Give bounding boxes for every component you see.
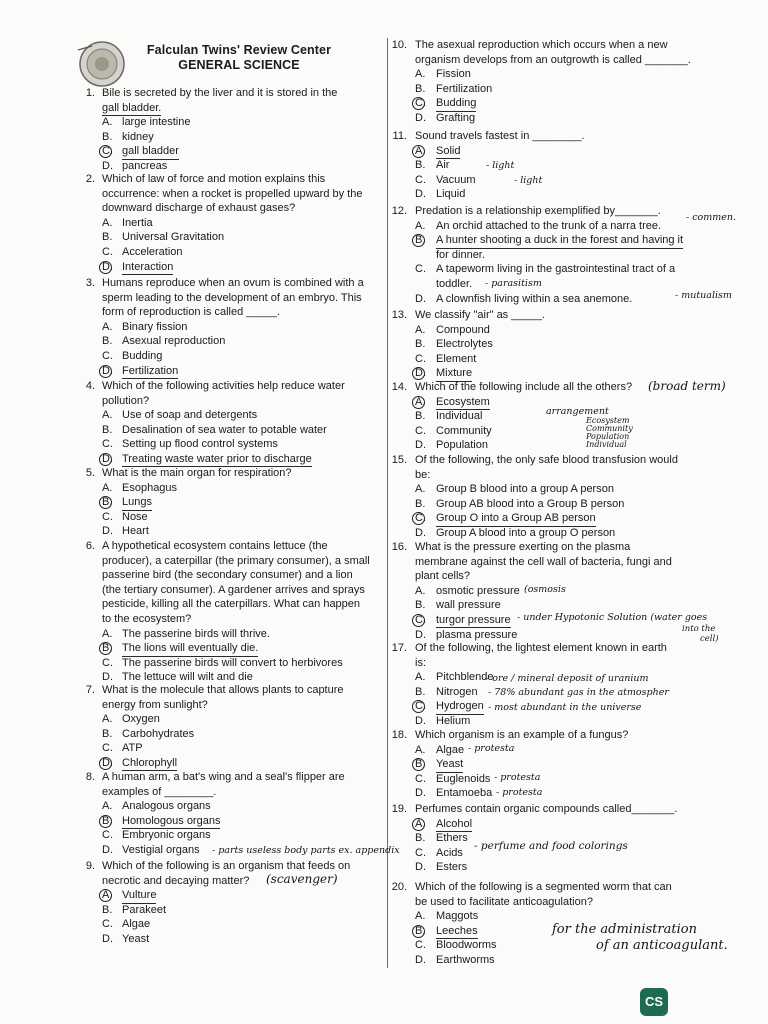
option-letter[interactable]: A. — [415, 910, 426, 923]
option-letter[interactable]: A. — [415, 817, 426, 830]
option-letter[interactable]: B. — [102, 130, 113, 143]
option-letter[interactable]: A. — [415, 395, 426, 408]
handwritten-note: - protesta — [468, 743, 515, 754]
option-letter[interactable]: A. — [415, 144, 426, 157]
option-letter[interactable]: D. — [102, 160, 113, 172]
option-text[interactable]: pancreas — [122, 160, 168, 172]
option-text[interactable]: plasma pressure — [436, 628, 518, 641]
answer-circle-icon — [412, 925, 425, 938]
option-letter[interactable]: B. — [102, 903, 113, 916]
question-text: The asexual reproduction which occurs when a new — [415, 39, 668, 51]
handwritten-note: for the administration — [552, 922, 697, 937]
option-letter[interactable]: B. — [415, 685, 426, 698]
option-text[interactable]: Yeast — [122, 933, 150, 945]
question-number: 1. — [85, 87, 95, 99]
option-text[interactable]: Oxygen — [122, 713, 160, 726]
option-letter[interactable]: A. — [102, 116, 113, 129]
question-text: examples of ________. — [102, 785, 217, 798]
option-letter[interactable]: A. — [102, 481, 113, 494]
option-letter[interactable]: B. — [102, 231, 113, 244]
option-letter[interactable]: B. — [415, 832, 426, 845]
option-text[interactable]: Algae — [122, 918, 151, 931]
option-letter[interactable]: B. — [415, 159, 426, 172]
subject-title: GENERAL SCIENCE — [178, 58, 300, 72]
handwritten-note: (scavenger) — [266, 872, 338, 886]
option-letter[interactable]: A. — [415, 671, 426, 684]
option-letter[interactable]: D. — [102, 933, 113, 945]
handwritten-note: (broad term) — [648, 379, 726, 393]
option-letter[interactable]: A. — [102, 713, 113, 726]
option-letter[interactable]: A. — [415, 68, 426, 81]
option-text[interactable]: Earthworms — [436, 954, 495, 966]
question-text: downward discharge of exhaust gases? — [102, 202, 296, 215]
option-letter[interactable]: D. — [415, 367, 426, 380]
option-text[interactable]: Treating waste water prior to discharge — [122, 452, 312, 467]
answer-circle-icon — [412, 145, 425, 158]
option-letter[interactable]: C. — [415, 263, 426, 276]
handwritten-note: - 78% abundant gas in the atmospher — [488, 687, 669, 698]
question-number: 7. — [85, 684, 95, 696]
question-number: 9. — [85, 860, 95, 872]
option-letter[interactable]: C. — [415, 424, 426, 437]
option-letter[interactable]: D. — [415, 628, 426, 641]
option-text[interactable]: Setting up flood control systems — [122, 438, 278, 451]
question-number: 15. — [391, 454, 407, 466]
answer-circle-icon — [99, 261, 112, 274]
question-text: is: — [415, 656, 426, 669]
option-text[interactable]: Desalination of sea water to potable water — [122, 423, 327, 436]
question-text: sperm leading to the development of an embryo. This — [102, 291, 362, 304]
option-letter[interactable]: A. — [415, 219, 426, 232]
option-text[interactable]: ATP — [122, 742, 143, 755]
handwritten-note: arrangement — [546, 406, 609, 417]
option-text[interactable]: The passerine birds will thrive. — [122, 627, 270, 640]
option-text[interactable]: Individual — [436, 410, 483, 423]
question-text: pesticide, killing all the caterpillars. What can happen — [102, 598, 361, 611]
option-letter[interactable]: B. — [415, 758, 426, 771]
answer-circle-icon — [412, 396, 425, 409]
option-text[interactable]: Embryonic organs — [122, 829, 211, 842]
option-text[interactable]: Analogous organs — [122, 800, 211, 813]
answer-circle-icon — [412, 614, 425, 627]
option-text[interactable]: for dinner. — [436, 248, 485, 261]
option-letter[interactable]: C. — [102, 918, 113, 931]
handwritten-note: Community — [586, 424, 633, 433]
question-number: 16. — [391, 541, 407, 553]
option-text[interactable]: Bloodworms — [436, 939, 497, 952]
question-text: What is the main organ for respiration? — [102, 467, 292, 479]
option-text[interactable]: Algae — [436, 743, 465, 756]
option-letter[interactable]: C. — [102, 246, 113, 258]
option-text[interactable]: Ecosystem — [436, 395, 490, 410]
option-letter[interactable]: D. — [102, 525, 113, 538]
handwritten-note: - parasitism — [485, 278, 542, 289]
question-text: A hypothetical ecosystem contains lettuce (the — [102, 540, 328, 552]
handwritten-note: into the — [682, 624, 716, 634]
option-letter[interactable]: D. — [102, 260, 113, 273]
option-text[interactable]: Ethers — [436, 832, 468, 845]
option-text[interactable]: Nose — [122, 510, 148, 523]
question-text: Which of the following is a segmented worm that can — [415, 881, 672, 893]
option-text[interactable]: Acceleration — [122, 246, 183, 258]
question-number: 17. — [391, 642, 407, 654]
option-text[interactable]: Solid — [436, 144, 460, 159]
option-text[interactable]: Population — [436, 439, 488, 452]
question-number: 20. — [391, 881, 407, 893]
option-letter[interactable]: A. — [415, 483, 426, 496]
option-text[interactable]: wall pressure — [436, 599, 501, 612]
option-text[interactable]: Use of soap and detergents — [122, 409, 258, 422]
option-text[interactable]: A clownfish living within a sea anemone. — [436, 292, 633, 305]
option-letter[interactable]: D. — [102, 364, 113, 377]
option-text[interactable]: Mixture — [436, 366, 472, 381]
option-text[interactable]: Group AB blood into a Group B person — [436, 497, 625, 510]
handwritten-note: of an anticoagulant. — [596, 938, 728, 953]
option-text[interactable]: Group B blood into a group A person — [436, 483, 614, 496]
handwritten-note: - protesta — [494, 772, 541, 783]
option-text[interactable]: Asexual reproduction — [122, 335, 226, 348]
option-text[interactable]: large intestine — [122, 116, 191, 129]
option-text[interactable]: Yeast — [436, 757, 463, 772]
question-text: occurrence: when a rocket is propelled upward by the — [102, 187, 363, 200]
question-text: (the tertiary consumer). A gardener arrives and sprays — [102, 583, 365, 596]
question-text: Perfumes contain organic compounds called_______. — [415, 803, 678, 815]
question-number: 13. — [391, 309, 407, 321]
question-number: 8. — [85, 771, 95, 783]
handwritten-note: - perfume and food colorings — [474, 840, 628, 852]
question-text: to the ecosystem? — [102, 613, 192, 625]
option-letter[interactable]: C. — [102, 438, 113, 451]
question-text: producer), a caterpillar (the primary consumer), a small — [102, 554, 370, 567]
question-text: organism develops from an outgrowth is called _______. — [415, 53, 691, 66]
question-number: 5. — [85, 467, 95, 479]
camscanner-badge: CS — [640, 988, 668, 1016]
question-number: 14. — [391, 381, 407, 393]
question-text: Humans reproduce when an ovum is combined with a — [102, 277, 364, 289]
handwritten-note: - mutualism — [675, 290, 732, 301]
option-letter[interactable]: A. — [102, 627, 113, 640]
option-letter[interactable]: B. — [102, 423, 113, 436]
question-text: Bile is secreted by the liver and it is stored in the — [102, 87, 338, 99]
option-letter[interactable]: B. — [415, 497, 426, 510]
question-text: pollution? — [102, 394, 150, 407]
option-text[interactable]: Group A blood into a group O person — [436, 527, 616, 539]
option-letter[interactable]: C. — [415, 846, 426, 859]
question-text: Which organism is an example of a fungus? — [415, 729, 629, 741]
option-text[interactable]: Inertia — [122, 216, 153, 229]
option-text[interactable]: Grafting — [436, 112, 476, 124]
question-number: 19. — [391, 803, 407, 815]
handwritten-note: Ecosystem — [586, 416, 630, 425]
option-text[interactable]: toddler. — [436, 278, 473, 290]
option-text[interactable]: An orchid attached to the trunk of a narra tree. — [436, 219, 662, 232]
option-text[interactable]: Helium — [436, 715, 471, 727]
option-text[interactable]: Carbohydrates — [122, 727, 195, 740]
option-letter[interactable]: C. — [102, 742, 113, 755]
handwritten-note: cell) — [700, 634, 719, 644]
question-number: 4. — [85, 380, 95, 392]
option-text[interactable]: Chlorophyll — [122, 756, 177, 771]
answer-circle-icon — [99, 453, 112, 466]
handwritten-note: - light — [514, 175, 543, 186]
option-letter[interactable]: B. — [102, 642, 113, 655]
handwritten-note: Individual — [586, 440, 627, 449]
handwritten-note: - under Hypotonic Solution (water goes — [517, 612, 708, 623]
question-text: energy from sunlight? — [102, 698, 208, 711]
handwritten-note: (osmosis — [524, 584, 566, 595]
answer-circle-icon — [99, 757, 112, 770]
option-text[interactable]: Compound — [436, 323, 490, 336]
option-text[interactable]: Element — [436, 352, 477, 365]
option-letter[interactable]: C. — [415, 352, 426, 365]
option-letter[interactable]: C. — [102, 510, 113, 523]
option-text[interactable]: Euglenoids — [436, 772, 491, 785]
question-number: 18. — [391, 729, 407, 741]
question-text: Which of the following activities help reduce water — [102, 380, 345, 392]
question-number: 11. — [392, 130, 407, 142]
option-letter[interactable]: C. — [415, 939, 426, 952]
option-letter[interactable]: C. — [415, 614, 426, 626]
option-text[interactable]: turgor pressure — [436, 613, 511, 628]
answer-circle-icon — [412, 818, 425, 831]
option-text[interactable]: A tapeworm living in the gastrointestinal tract of a — [436, 263, 676, 276]
option-letter[interactable]: D. — [415, 715, 426, 727]
option-letter[interactable]: A. — [102, 409, 113, 422]
question-text: Of the following, the lightest element known in earth — [415, 642, 667, 654]
handwritten-note: - parts useless body parts ex. appendix — [212, 845, 400, 856]
option-letter[interactable]: B. — [415, 924, 426, 937]
option-text[interactable]: Vacuum — [436, 173, 476, 186]
question-text: form of reproduction is called _____. — [102, 306, 280, 319]
handwritten-note: - protesta — [496, 787, 543, 798]
option-text[interactable]: gall bladder — [122, 144, 179, 159]
question-text: passerine bird (the secondary consumer) and a lion — [102, 569, 353, 582]
question-text: Which of law of force and motion explains this — [102, 173, 326, 185]
option-letter[interactable]: D. — [415, 787, 426, 800]
option-text[interactable]: Electrolytes — [436, 338, 493, 351]
question-text: necrotic and decaying matter? — [102, 874, 250, 887]
question-text: membrane against the cell wall of bacteria, fungi and — [415, 555, 672, 568]
option-text[interactable]: A hunter shooting a duck in the forest and having it — [436, 233, 683, 248]
option-letter[interactable]: D. — [415, 112, 426, 124]
question-text: Of the following, the only safe blood transfusion would — [415, 454, 678, 466]
option-text[interactable]: Fission — [436, 68, 471, 81]
question-text: Which of the following is an organism that feeds on — [102, 860, 351, 872]
option-text[interactable]: kidney — [122, 130, 154, 143]
option-text[interactable]: Esophagus — [122, 481, 178, 494]
option-letter[interactable]: D. — [415, 439, 426, 452]
option-letter[interactable]: C. — [415, 97, 426, 110]
option-text[interactable]: Fertilization — [122, 364, 178, 379]
column-divider — [387, 38, 388, 968]
option-letter[interactable]: D. — [415, 188, 426, 201]
option-text[interactable]: Homologous organs — [122, 814, 220, 829]
question-text: We classify "air" as _____. — [415, 309, 545, 321]
question-number: 10. — [391, 39, 407, 51]
option-text[interactable]: Parakeet — [122, 903, 167, 916]
option-letter[interactable]: A. — [415, 584, 426, 597]
option-letter[interactable]: B. — [415, 599, 426, 612]
option-text[interactable]: Maggots — [436, 910, 479, 923]
question-text: What is the pressure exerting on the plasma — [415, 541, 631, 553]
option-letter[interactable]: A. — [102, 800, 113, 813]
option-letter[interactable]: C. — [102, 145, 113, 158]
handwritten-note: - commen. — [686, 212, 737, 223]
question-number: 3. — [85, 277, 95, 289]
option-text[interactable]: Budding — [122, 350, 163, 362]
option-text[interactable]: Community — [436, 424, 492, 437]
option-letter[interactable]: C. — [415, 173, 426, 186]
handwritten-note: Population — [586, 432, 630, 441]
question-text: Sound travels fastest in ________. — [415, 130, 585, 142]
question-text: gall bladder. — [102, 101, 161, 116]
option-text[interactable]: osmotic pressure — [436, 584, 520, 597]
question-text: be used to facilitate anticoagulation? — [415, 895, 593, 908]
question-number: 12. — [391, 205, 407, 217]
option-letter[interactable]: B. — [415, 82, 426, 95]
option-letter[interactable]: C. — [415, 772, 426, 785]
option-letter[interactable]: B. — [102, 496, 113, 509]
option-letter[interactable]: D. — [415, 292, 426, 305]
option-letter[interactable]: B. — [415, 234, 426, 247]
option-text[interactable]: Heart — [122, 525, 149, 538]
option-letter[interactable]: D. — [102, 844, 113, 856]
option-letter[interactable]: C. — [102, 656, 113, 669]
option-text[interactable]: Air — [436, 159, 450, 172]
option-text[interactable]: Nitrogen — [436, 685, 478, 698]
option-letter[interactable]: D. — [102, 757, 113, 769]
option-text[interactable]: Budding — [436, 96, 476, 111]
option-text[interactable]: Fertilization — [436, 82, 493, 95]
question-text: A human arm, a bat's wing and a seal's flipper are — [102, 771, 345, 783]
option-letter[interactable]: B. — [102, 814, 113, 827]
option-text[interactable]: Hydrogen — [436, 699, 484, 714]
option-letter[interactable]: B. — [415, 410, 426, 423]
review-center-seal-icon — [74, 36, 130, 92]
option-letter[interactable]: B. — [102, 335, 113, 348]
option-text[interactable]: Esters — [436, 861, 468, 874]
question-text: be: — [415, 468, 431, 481]
option-letter[interactable]: A. — [102, 889, 113, 902]
answer-circle-icon — [99, 815, 112, 828]
question-number: 6. — [85, 540, 95, 552]
option-letter[interactable]: D. — [102, 453, 113, 465]
question-text: plant cells? — [415, 570, 471, 583]
option-letter[interactable]: D. — [102, 671, 113, 684]
option-text[interactable]: Vulture — [122, 888, 156, 903]
answer-circle-icon — [99, 365, 112, 378]
option-text[interactable]: Interaction — [122, 260, 173, 275]
option-text[interactable]: The passerine birds will convert to herbivores — [122, 656, 343, 669]
option-letter[interactable]: C. — [102, 829, 113, 842]
option-text[interactable]: Leeches — [436, 924, 478, 939]
option-text[interactable]: Acids — [436, 846, 463, 859]
question-text: Which of the following include all the others? — [415, 381, 633, 393]
handwritten-note: - ore / mineral deposit of uranium — [486, 673, 649, 684]
option-text[interactable]: The lions will eventually die. — [122, 641, 258, 656]
review-center-name: Falculan Twins' Review Center — [146, 43, 332, 57]
option-letter[interactable]: A. — [102, 216, 113, 229]
option-text[interactable]: Binary fission — [122, 320, 188, 333]
option-text[interactable]: Alcohol — [436, 817, 472, 832]
option-text[interactable]: Entamoeba — [436, 787, 493, 800]
option-text[interactable]: Pitchblende — [436, 671, 494, 684]
option-letter[interactable]: D. — [415, 861, 426, 874]
option-text[interactable]: The lettuce will wilt and die — [122, 671, 253, 684]
question-number: 2. — [85, 173, 95, 185]
handwritten-note: - light — [486, 160, 515, 171]
option-letter[interactable]: D. — [415, 527, 426, 539]
option-letter[interactable]: A. — [415, 323, 426, 336]
option-letter[interactable]: C. — [102, 350, 113, 362]
option-letter[interactable]: A. — [102, 320, 113, 333]
option-letter[interactable]: B. — [102, 727, 113, 740]
option-letter[interactable]: B. — [415, 338, 426, 351]
option-text[interactable]: Liquid — [436, 188, 466, 201]
option-letter[interactable]: D. — [415, 954, 426, 966]
option-letter[interactable]: C. — [415, 700, 426, 713]
option-text[interactable]: Universal Gravitation — [122, 231, 225, 244]
option-text[interactable]: Vestigial organs — [122, 844, 200, 856]
option-text[interactable]: Lungs — [122, 495, 152, 510]
handwritten-note: - most abundant in the universe — [488, 702, 642, 713]
question-text: Predation is a relationship exemplified by_______. — [415, 205, 661, 217]
question-text: What is the molecule that allows plants to capture — [102, 684, 344, 696]
option-text[interactable]: Group O into a Group AB person — [436, 511, 596, 526]
option-letter[interactable]: A. — [415, 743, 426, 756]
option-letter[interactable]: C. — [415, 512, 426, 525]
